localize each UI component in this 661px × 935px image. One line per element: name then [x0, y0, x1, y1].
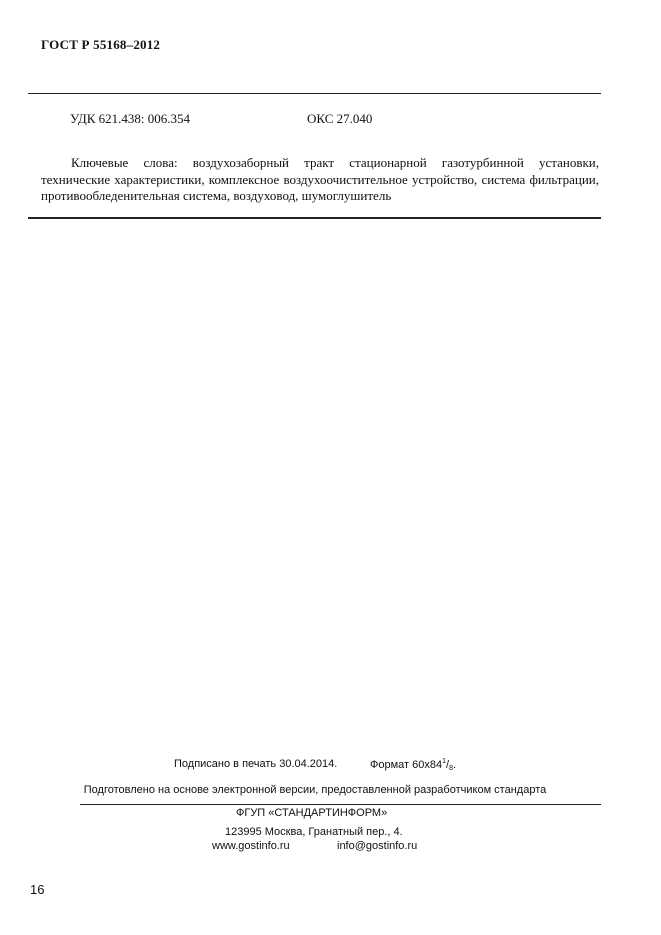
imprint-divider: [80, 804, 601, 805]
publisher-address: 123995 Москва, Гранатный пер., 4.: [225, 826, 403, 838]
format-label: Формат 60х84: [370, 759, 443, 771]
publisher-website: www.gostinfo.ru: [212, 840, 290, 852]
format-denominator: 8: [449, 765, 453, 772]
page-number: 16: [30, 882, 45, 897]
publisher-name: ФГУП «СТАНДАРТИНФОРМ»: [236, 807, 388, 819]
udk-code: УДК 621.438: 006.354: [70, 111, 191, 126]
format-slash: /: [446, 759, 450, 771]
prepared-note: Подготовлено на основе электронной версии, предоставленной разработчиком стандарта: [83, 784, 547, 796]
oks-code: ОКС 27.040: [307, 111, 373, 126]
format-end: .: [452, 759, 457, 771]
top-divider: [28, 93, 601, 94]
document-code: ГОСТ Р 55168–2012: [41, 37, 161, 52]
paper-format: [370, 758, 456, 772]
signed-for-print: Подписано в печать 30.04.2014.: [174, 758, 338, 770]
keywords-bottom-divider: [28, 217, 601, 219]
publisher-email: info@gostinfo.ru: [337, 840, 418, 852]
keywords-paragraph: Ключевые слова: воздухозаборный тракт стационарной газотурбинной установки, технические характеристики, комплексное воздухоочистительное устройство, система фильтрации, противообледенительная система, воздуховод, шумоглушитель: [41, 155, 599, 203]
format-numerator: 1: [442, 758, 447, 765]
